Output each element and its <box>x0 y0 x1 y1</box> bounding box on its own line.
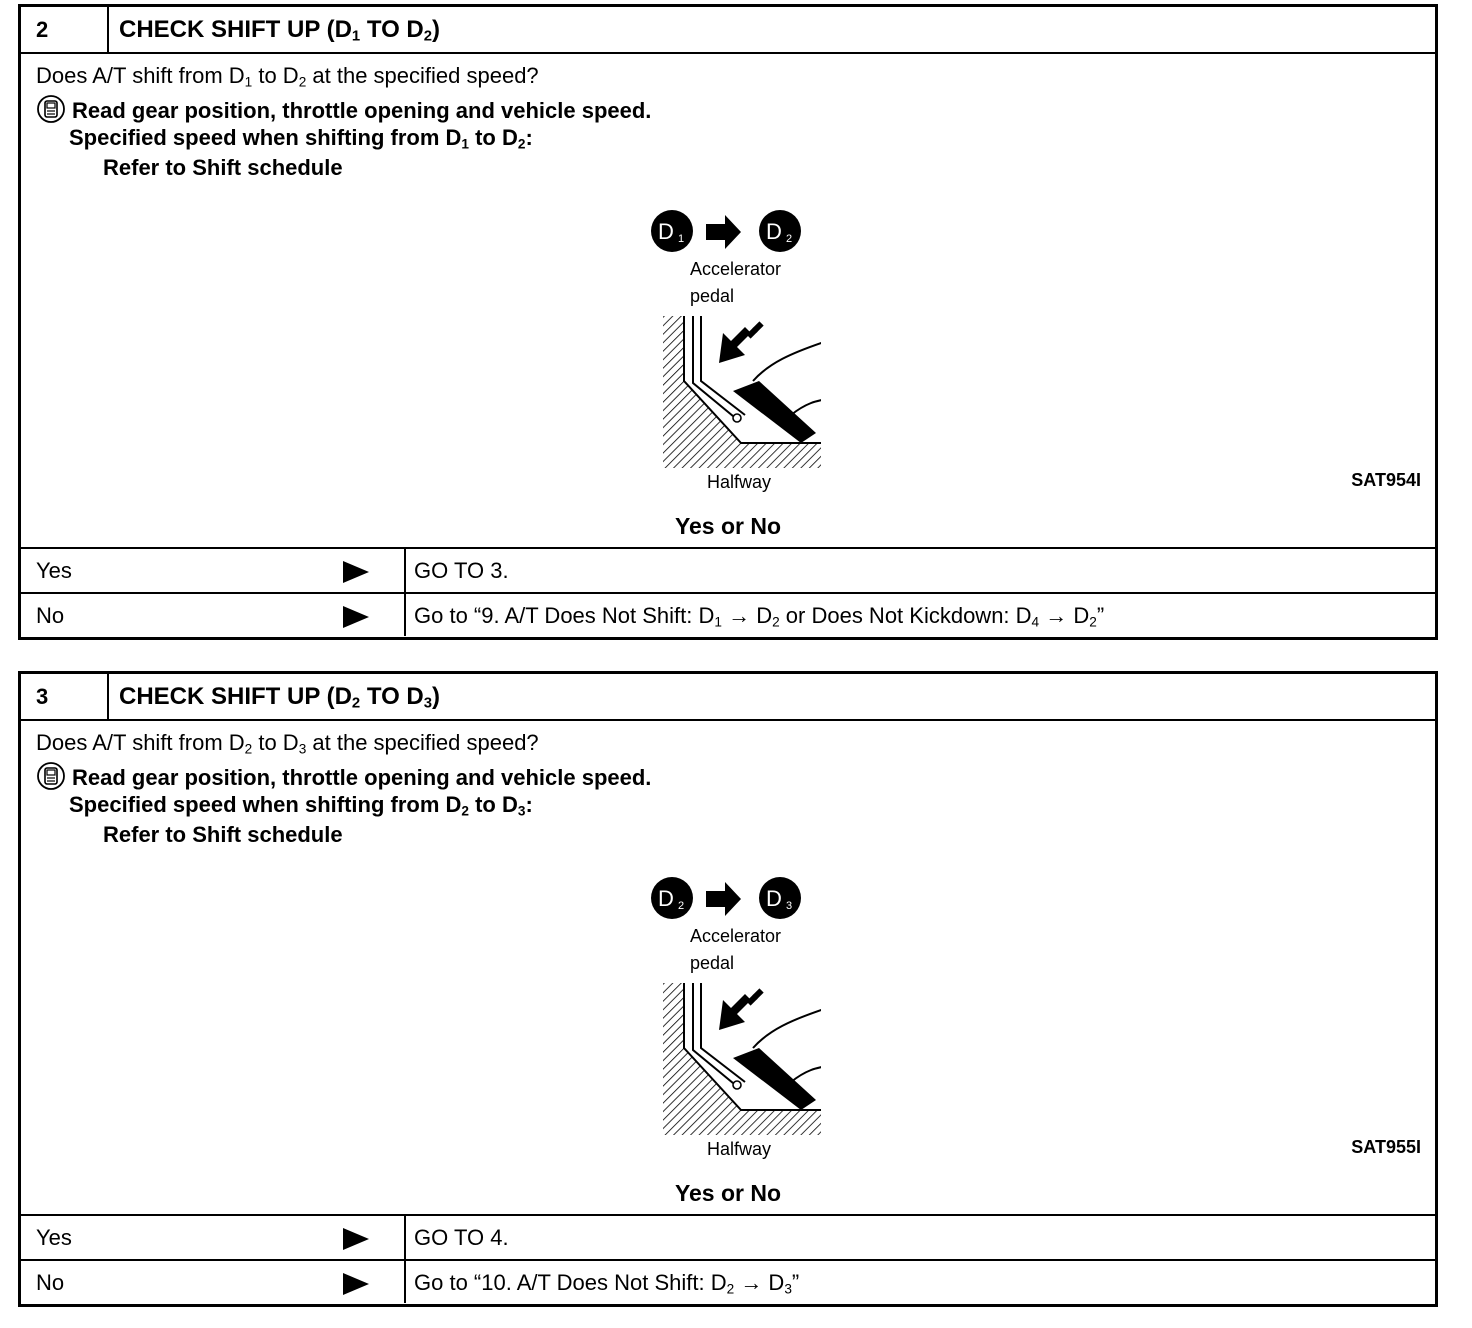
to-gear-letter: D <box>766 219 782 244</box>
row-divider <box>404 1216 406 1259</box>
spec-line: Specified speed when shifting from $D_1$ to $D_2$: <box>69 125 533 152</box>
consult-tester-icon <box>36 94 66 130</box>
step-title: CHECK SHIFT UP ($D_1$ TO $D_2$) <box>119 16 441 45</box>
to-gear-badge <box>759 210 801 252</box>
no-action: Go to “10. A/T Does Not Shift: $D_2 \to D_3$” <box>414 1270 800 1297</box>
block-header <box>21 7 1435 54</box>
block-header <box>21 674 1435 721</box>
step-number: 3 <box>21 674 109 719</box>
instruction-line: Read gear position, throttle opening and vehicle speed. <box>36 761 651 797</box>
question-text: Does A/T shift from $D_1$ to $D_2$ at the specified speed? <box>36 63 539 90</box>
to-gear-letter: D <box>766 886 782 911</box>
yes-row <box>21 547 1435 592</box>
no-row <box>21 1259 1435 1303</box>
to-gear-sub: 3 <box>785 900 793 912</box>
from-gear-sub: 2 <box>677 900 685 912</box>
play-arrow-icon <box>343 561 369 583</box>
pedal-label-line1: Accelerator <box>690 259 782 279</box>
row-divider <box>404 1261 406 1303</box>
no-label: No <box>36 603 65 628</box>
from-gear-sub: 1 <box>677 233 685 245</box>
play-arrow-icon <box>343 1228 369 1250</box>
yes-label: Yes <box>36 1225 72 1250</box>
row-divider <box>404 549 406 592</box>
pedal-figure <box>641 203 821 493</box>
step-title: CHECK SHIFT UP ($D_2$ TO $D_3$) <box>119 683 441 712</box>
foot-icon <box>733 1008 821 1110</box>
from-gear-letter: D <box>658 219 674 244</box>
play-arrow-icon <box>343 1273 369 1295</box>
instruction-line: Read gear position, throttle opening and vehicle speed. <box>36 94 651 130</box>
yes-action: GO TO 4. <box>414 1225 509 1250</box>
press-arrow-icon <box>719 321 764 363</box>
halfway-label: Halfway <box>707 1139 772 1159</box>
figure-code: SAT955I <box>1351 1137 1421 1157</box>
refer-line: Refer to Shift schedule <box>103 822 343 847</box>
foot-icon <box>733 341 821 443</box>
check-block-2 <box>18 4 1438 640</box>
no-label: No <box>36 1270 65 1295</box>
shift-arrow-icon <box>706 882 741 916</box>
no-row <box>21 592 1435 636</box>
from-gear-badge <box>651 877 693 919</box>
check-block-3 <box>18 671 1438 1307</box>
to-gear-sub: 2 <box>785 233 793 245</box>
pedal-label-line2: pedal <box>690 286 735 306</box>
yes-or-no-label: Yes or No <box>674 513 782 539</box>
question-text: Does A/T shift from $D_2$ to $D_3$ at the specified speed? <box>36 730 539 757</box>
to-gear-badge <box>759 877 801 919</box>
yes-row <box>21 1214 1435 1259</box>
yes-action: GO TO 3. <box>414 558 509 583</box>
pedal-label-line1: Accelerator <box>690 926 782 946</box>
from-gear-badge <box>651 210 693 252</box>
refer-line: Refer to Shift schedule <box>103 155 343 180</box>
pedal-label-line2: pedal <box>690 953 735 973</box>
yes-or-no-label: Yes or No <box>674 1180 782 1206</box>
figure-code: SAT954I <box>1351 470 1421 490</box>
halfway-label: Halfway <box>707 472 772 492</box>
spec-line: Specified speed when shifting from $D_2$ to $D_3$: <box>69 792 533 819</box>
from-gear-letter: D <box>658 886 674 911</box>
play-arrow-icon <box>343 606 369 628</box>
press-arrow-icon <box>719 988 764 1030</box>
yes-label: Yes <box>36 558 72 583</box>
shift-arrow-icon <box>706 215 741 249</box>
consult-tester-icon <box>36 761 66 797</box>
pedal-figure <box>641 870 821 1160</box>
step-number: 2 <box>21 7 109 52</box>
row-divider <box>404 594 406 636</box>
no-action: Go to “9. A/T Does Not Shift: $D_1 \to D_2$ or Does Not Kickdown: $D_4 \to D_2$” <box>414 603 1105 630</box>
